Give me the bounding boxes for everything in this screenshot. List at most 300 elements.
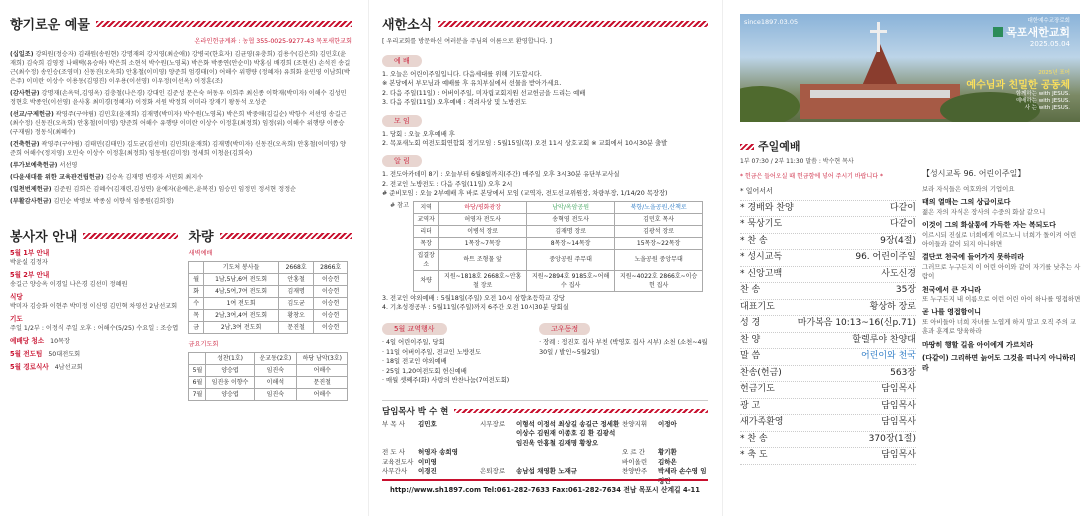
area-label: # 참고 [390,201,410,209]
event-line: · 4일 어린이주일, 당회 [382,339,445,347]
donor-entry [10,50,352,86]
notice-line: 2. 전교인 노방전도 : 다음 주일(11일) 오후 2시 [382,180,513,188]
donor-category: (십일조) [10,51,34,58]
worship-order-row [740,399,916,416]
donor-entry [10,89,352,107]
worship-order-row [740,432,916,449]
reading-entry [922,354,1082,373]
worship-item-value: 할렐루야 찬양대 [852,334,916,345]
table-cell: 지원~1818호 2668호~안홍철 장로 [439,270,527,291]
table-header-cell: 성찬(1호) [206,353,254,365]
table-cell: 1목장~7목장 [439,237,527,249]
footer-contact: http://www.sh1897.com Tel:061-282-7633 Fax:061-282-7634 전남 목포시 산계길 4-11 [382,479,708,494]
notice-line: 1. 당회 : 오늘 오후예배 후 [382,130,455,138]
staff-row [382,448,708,458]
donor-names: 서선영 [59,162,78,169]
table-cell: 양승엽 [206,365,254,377]
worship-order-row [740,316,916,333]
worship-item-value: 황상하 장로 [869,301,916,312]
table-row [414,213,703,225]
car-sub-dawn: 새벽예배 [188,250,213,257]
notice-line: # 준비모임 : 오늘 2부예배 후 바로 본당에서 모임 (교역자, 전도선교위원장, 차량부장, 1/14/20 목장장) [382,190,668,198]
table-cell: 문진철 [279,322,314,334]
vision-line: 예수님과 친밀한 공동체 [966,80,1070,91]
table-cell: 이승헌 [313,322,348,334]
table-header-cell: 기도처 봉사들 [203,262,279,274]
table-cell: 안홍철 [279,274,314,286]
title-stripe [740,144,754,150]
table-cell: 양승엽 [206,389,254,401]
volunteer-item [10,363,178,372]
volunteer-section [10,226,178,401]
notice-line: ※ 본당에서 부모님과 예배를 후 유치부실에서 선물을 받아가세요. [382,80,562,88]
donor-category: (선교/구제헌금) [10,111,54,118]
monthly-events [382,316,531,385]
staff-role: 바이올린 [622,457,648,466]
staff-role: 찬양지휘 [622,419,648,428]
staff-names: 이정아 [658,419,677,428]
table-cell: 6월 [189,377,206,389]
volunteer-head: 5월 전도팀 [10,350,43,358]
notice-line: 2. 목포새노회 여전도회연합회 정기모임 : 5월15일(목) 오전 11시 상호교회 ※ 교회에서 10시30분 출발 [382,140,668,148]
vision-small-line: 사 는 with JESUS. [1024,105,1070,111]
table-cell: 이승헌 [313,298,348,310]
worship-item-label: 성 경 [740,318,761,328]
table-cell: 8목장~14목장 [527,237,615,249]
column-news [374,0,716,516]
table-cell: 임진숙 [254,389,296,401]
staff-names: 이경진 [418,467,437,475]
table-header-row [414,201,703,213]
staff-role: 전 도 사 [382,448,405,456]
worship-order-row [740,234,916,251]
donor-entry [10,197,352,206]
staff-names: 송남섭 채영환 노재규 [516,467,578,475]
table-cell: 하트 조형물 앞 [439,249,527,270]
table-cell: 지원~2894호 9185호~어해수 집사 [527,270,615,291]
reading-lead: 이르시되 진실로 너희에게 이르노니 너희가 돌이켜 어린 아이들과 같이 되지 아니하면 [922,230,1077,249]
volunteer-body: 4남선교회 [54,364,83,371]
table-row [189,377,348,389]
staff-role: 부 목 사 [382,419,405,428]
table-row [189,322,348,334]
staff-role [480,448,514,458]
staff-title-text: 담임목사 박 수 현 [382,406,449,417]
table-header-cell [189,262,203,274]
worship-order-row [740,283,916,300]
table-cell: 15목장~22목장 [615,237,703,249]
pill-worship: 예 배 [382,55,422,67]
reading-response: 마땅히 행할 길을 아이에게 가르치라 [922,340,1034,349]
table-cell: 김광석 장로 [615,225,703,237]
worship-item-value: 다같이 [889,202,916,213]
table-row [414,237,703,249]
vision-small-line: 예배하는 with JESUS. [1015,98,1070,104]
staff-role: 교육전도사 [382,457,414,466]
table-header-cell: 하당 남악(3호) [297,353,348,365]
worship-item-value: 담임목사 [881,450,916,460]
pill-notice: 알 림 [382,155,422,167]
reading-entry [922,286,1082,305]
news-meeting [382,108,708,149]
worship-order-row [740,217,916,234]
table-cell: 허영자 전도사 [439,213,527,225]
staff-title [382,405,708,417]
staff-row [382,420,708,449]
notice-line: 4. 기초성경공부 : 5월11일(주일)까지 6주간 오전 10시30분 당회실 [382,304,569,312]
table-cell: 2남,3여 전도회 [203,322,279,334]
reading-lead: 또 누구든지 내 이름으로 이런 어린 아이 하나를 영접하면 [922,295,1081,304]
title-stripe [83,233,178,239]
title-stripe [438,21,708,27]
donor-entry [10,110,352,137]
volunteer-item [10,293,178,311]
reading-response: 결단코 천국에 들어가지 못하리라 [922,253,1024,262]
table-row [189,365,348,377]
donor-names: 김준원 김희은 김혜수(김재련,김성연) 윤예자(윤예은,윤복진) 임승민 임정민 정서현 정정순 [53,186,297,193]
worship-item-label: 찬송(헌금) [740,367,782,378]
table-cell: 송혁영 전도사 [527,213,615,225]
donor-entry [10,161,352,170]
reading-entry [922,341,1082,350]
volunteer-title [10,226,178,245]
worship-item-value: 마가복음 10:13~16(신p.71) [797,318,916,328]
table-cell: 이승헌 [313,310,348,322]
column-offerings [0,0,362,516]
worship-title: 주일예배 [758,140,801,153]
volunteer-body: 50대전도회 [48,351,81,358]
table-cell: 문진철 [297,377,348,389]
volunteer-item [10,337,178,346]
table-cell: 김재명 [279,286,314,298]
table-row [414,249,703,270]
reading-lead: 또 아비들아 너희 자녀를 노엽게 하지 말고 오직 주의 교훈과 훈계로 양육하라 [922,317,1077,336]
table-cell: 차량 [414,270,439,291]
reading-response: 태의 열매는 그의 상급이로다 [922,198,1011,207]
volunteer-head: 기도 [10,315,23,323]
car-table-friday [188,352,348,401]
bulletin-date: 2025.05.04 [1029,40,1070,48]
title-stripe [220,233,352,239]
worship-item-label: * 경배와 찬양 [740,202,794,213]
worship-item-value: 9장(4절) [880,235,916,246]
worship-item-label: 말 씀 [740,351,761,361]
donor-entry [10,173,352,182]
table-cell: 이승헌 [313,274,348,286]
worship-item-label: 새가족환영 [740,417,784,427]
volunteer-head: 5월 2부 안내 [10,271,50,279]
staff-role: 오 르 간 [622,448,645,456]
table-cell: 1남,5남,6여 전도회 [203,274,279,286]
staff-role: 은퇴장로 [480,467,506,475]
table-cell: 4남,5여,7여 전도회 [203,286,279,298]
worship-order-row [740,250,916,267]
news-worship [382,48,708,108]
volunteer-body: 박미자 김승화 이현주 박미정 이신영 김민혁 차영선 2남선교회 [10,303,178,310]
reading-response: 천국에서 큰 자니라 [922,285,981,294]
table-cell: 임진숙 [254,365,296,377]
event-line: · 11일 어버이주일, 전교인 노방전도 [382,348,482,356]
worship-item-label: 헌금기도 [740,384,775,394]
table-cell: 김재명 장로 [527,225,615,237]
offerings-title-text: 향기로운 예물 [10,18,90,33]
worship-item-label: 찬 양 [740,334,761,345]
donor-category: (루가보예축헌금) [10,162,58,169]
staff-names: 이형석 이정석 최상길 송길근 정세환 이상수 김원재 이종호 김 환 김광석 임진욱 안홍철 김재명 황창오 [516,419,620,447]
worship-item-label: * 찬 송 [740,235,768,246]
volunteer-body: 10목장 [50,338,70,345]
event-line: · 25일 1,20여전도회 헌신예배 [382,367,467,375]
worship-order-row [740,184,916,201]
staff-role: 사무간사 [382,467,408,475]
worship-order-row [740,349,916,366]
offerings-title [10,14,352,33]
donor-names: 김승옥 김재명 변경자 서민회 최지수 [105,174,204,181]
church-sub: 대한예수교장로회 [1027,18,1070,24]
worship-order-row [740,333,916,350]
table-cell: 1여 전도회 [203,298,279,310]
table-cell: 김도균 [279,298,314,310]
table-row [189,274,348,286]
worship-time: 1부 07:30 / 2부 11:30 말씀 : 박수현 목사 [740,158,854,165]
worship-item-value: 370장(1절) [868,433,916,444]
donor-category: (부활감사헌금) [10,198,52,205]
volunteer-item [10,249,178,267]
staff-names: 박세라 손수영 임정민 [658,467,707,485]
notice-line: 2. 다음 주일(11일) : 어버이주일, 미자립교회지원 선교헌금을 드리는 예배 [382,89,586,97]
worship-item-label: * 축 도 [740,450,768,460]
staff-names: 황기환 [658,448,677,456]
worship-item-value: 담임목사 [881,384,916,394]
table-header-cell: 2866호 [313,262,348,274]
table-cell: 이승헌 [313,286,348,298]
area-table [413,201,703,292]
reading-entry [922,253,1082,281]
table-cell: 교역자 [414,213,439,225]
table-cell: 지원~4022호 2866호~이승헌 집사 [615,270,703,291]
table-row [414,270,703,291]
worship-order-row [740,201,916,218]
reading-entry [922,308,1082,336]
table-cell: 김민호 목사 [615,213,703,225]
table-cell: 어해수 [297,365,348,377]
table-cell: 목 [189,310,203,322]
title-stripe [454,409,708,413]
member-news [539,316,708,385]
table-header-row [189,353,348,365]
table-header-cell: 북항/노을공원,산책로 [615,201,703,213]
volunteer-head: 5월 1부 안내 [10,249,50,257]
responsive-reading [922,138,1082,465]
table-cell: 금 [189,322,203,334]
table-row [414,225,703,237]
donor-entry [10,140,352,158]
table-cell: 어해수 [297,389,348,401]
worship-item-value: 어린이와 천국 [860,351,916,361]
news-intro: [ 우리교회를 방문하신 여러분을 주님의 이름으로 환영합니다. ] [382,38,552,45]
table-row [189,298,348,310]
table-cell: 임진웅 이향수 [206,377,254,389]
worship-item-label: * 찬 송 [740,433,768,444]
donor-names: 강의원(정승자) 김래원(송원현) 강명재의 강지영(최순애)) 강병국(한효자) 김균영(유충희) 김용수(김은희) 김민호(윤재희) 김숙희 김영정 나해택(유승하) 박은희 소현석 박수원(노영록) 박은화 박종연(안순미) 박홍심 배경희 (조현신) 손석진 송길근(최수정) 송인승(조영미) 신동진(오옥희) 안홍철(이미영) 양준희 엄경태(이) 어해수 위행량 (정혜자) 유희화 윤민영 이남희(박은주) 이미란 이상수 이용동(김영진) 이우용(이선영) 이우정(이선옥) 이정훈(조) [10,51,351,85]
column-cover [728,0,1091,516]
staff-names [516,448,620,458]
table-row [189,389,348,401]
volunteer-head: 식당 [10,293,23,301]
volunteer-head: 예배당 청소 [10,337,45,345]
table-header-cell: 운교동(2호) [254,353,296,365]
table-header-cell: 2668호 [279,262,314,274]
reading-lead: 젊은 자의 자식은 장사의 수중의 화살 같으니 [922,207,1046,216]
staff-names: 허영자 송희영 [418,448,458,456]
donor-category: (일천번제헌금) [10,186,52,193]
volunteer-title-text: 봉사자 안내 [10,230,78,245]
table-cell: 월 [189,274,203,286]
table-cell: 집결장소 [414,249,439,270]
table-header-cell: 하당/평화광장 [439,201,527,213]
donor-names: 강명재(손옥덕,김영옥) 김충철(나은경) 강대인 김준성 문은숙 허동우 이희주 최신종 이학재(박미자) 이해수 김성민 정현호 박종인(이선영) 윤사홍 최미경(정혜자) 이정화 서원 박정희 이미라 장재기 왕동석 오성준 [10,90,347,106]
table-cell: 이해석 [254,377,296,389]
volunteer-body: 주일 1/2부 : 이정식 주일 오후 : 어해수(5/25) 수요일 : 조승엽 [10,325,179,332]
news-title [382,14,708,33]
worship-order [740,138,916,465]
news-title-text: 새한소식 [382,18,433,33]
reading-lead: 그러므로 누구든지 이 어린 아이와 같이 자기를 낮추는 사람이 [922,262,1081,281]
worship-item-label: 대표기도 [740,301,775,312]
table-row [189,310,348,322]
table-cell: 화 [189,286,203,298]
reading-response: 이것이 그의 화살통에 가득한 자는 복되도다 [922,221,1056,230]
car-title-text: 차량 [188,230,214,245]
table-header-cell: 지역 [414,201,439,213]
pill-meeting: 모 임 [382,115,422,127]
table-cell: 수 [189,298,203,310]
worship-item-value: 다같이 [889,219,916,229]
worship-item-label: 찬 송 [740,285,761,295]
offering-note: * 헌금은 들어오실 때 헌금함에 넣어 주시기 바랍니다 * [740,173,883,180]
donor-entry [10,185,352,194]
notice-line: 3. 전교인 야외예배 : 5월18일(주일) 오전 10시 삼향초등학교 강당 [382,294,565,302]
worship-item-value: 96. 어린이주일 [855,252,916,262]
worship-order-row [740,382,916,399]
worship-item-value: 담임목사 [881,400,916,411]
worship-header [740,138,916,154]
car-section [188,226,352,401]
fold-line [368,0,369,516]
pill-member-news: 고우동정 [539,323,590,335]
staff-role: 찬양반주 [622,467,648,475]
donor-category: (감사헌금) [10,90,40,97]
fold-line [722,0,723,516]
table-cell: 이병석 장로 [439,225,527,237]
cover-banner [740,14,1080,122]
table-cell: 노을공원 중앙무대 [615,249,703,270]
reading-response: (다같이) 그리하면 늙어도 그것을 떠나지 아니하리라 [922,354,1076,372]
donor-names: 곽영주(구야림) 김태민(김태민) 김도균(김선미) 김민희(윤재희) 김재명(박미자) 신동진(오옥희) 안홍철(이미영) 양준희 어해수(정지영) 오민숙 이상수 이정훈(최정희) 임동원(김미정) 정세희 이청윤(김희숙) [10,141,347,157]
worship-order-row [740,448,916,465]
table-cell: 황창오 [279,310,314,322]
table-cell: 7월 [189,389,206,401]
reading-entry [922,185,1082,194]
volunteer-body: 박윤실 김정자 [10,259,48,266]
car-title [188,226,352,245]
worship-item-label: * 신앙고백 [740,268,783,279]
since-text: since1897.03.05 [744,18,799,26]
car-table-dawn [188,261,348,334]
reading-entry [922,198,1082,217]
table-cell: 중앙공원 주무대 [527,249,615,270]
reading-response: 곧 나를 영접함이니 [922,308,981,317]
worship-order-row [740,300,916,317]
donor-category: (다윤새대를 위한 교육관건립헌금) [10,174,104,181]
donor-names: 김민순 박명보 박종심 이향석 임종원(김희정) [53,198,174,205]
volunteer-item [10,271,178,289]
event-line: · 매월 셋째주(화) 사랑의 반찬나눔(7여전도회) [382,377,510,385]
staff-role [480,458,514,468]
volunteer-list [10,249,178,372]
table-header-row [189,262,348,274]
donor-category: (건축헌금) [10,141,40,148]
volunteer-item [10,350,178,359]
worship-item-label: * 묵상기도 [740,219,783,229]
table-cell: 목장 [414,237,439,249]
worship-order-row [740,366,916,383]
donor-list [10,50,352,206]
worship-item-value: 563장 [890,367,916,378]
staff-names: 이미영 [418,457,437,466]
staff-names: 김민호 [418,419,437,428]
vision-block [966,68,1070,112]
staff-row [382,458,708,468]
worship-item-value: 담임목사 [881,417,916,427]
staff-role: 시무장로 [480,419,506,428]
cross-logo-icon [993,27,1003,37]
worship-item-label: * 성시교독 [740,252,783,262]
vision-year: 2025년 표어 [1038,70,1070,76]
table-cell: 5월 [189,365,206,377]
reading-entry [922,221,1082,249]
table-cell: 리더 [414,225,439,237]
volunteer-body: 송길근 양승옥 이경일 나은경 김선미 정혜원 [10,281,128,288]
notice-line: 3. 다음 주일(11일) 오후예배 : 격려사상 및 노방전도 [382,99,527,107]
event-line: · 18일 전교인 야외예배 [382,358,447,366]
worship-order-row [740,415,916,432]
car-sub-friday: 금요기도회 [188,341,219,348]
staff-names [516,458,620,468]
reading-lead: 보라 자식들은 여호와의 기업이요 [922,185,1015,193]
church-logo [993,16,1070,48]
table-header-cell: 남악/옥암공원 [527,201,615,213]
worship-order-row [740,267,916,284]
volunteer-head: 5월 경로식사 [10,363,49,371]
worship-item-label: * 일어서서 [740,187,773,195]
volunteer-item [10,315,178,333]
church-name: 목포새한교회 [1006,26,1070,39]
table-row [189,286,348,298]
worship-item-value: 사도신경 [881,268,916,279]
offering-account: 온라인헌금계좌 : 농협 355-0025-9277-43 목포새한교회 [194,38,352,45]
worship-item-label: 광 고 [740,400,761,411]
notice-line: 1. 전도아카데미 8기 : 오늘부터 6월8일까지(주간) 매주일 오후 3시30분 유단부교사실 [382,171,620,179]
pill-monthly: 5월 교역행사 [382,323,447,335]
reading-title: 【성시교독 96. 어린이주일】 [922,169,1026,178]
worship-item-value: 35장 [895,285,916,295]
news-notice [382,148,708,312]
notice-line: 1. 오늘은 어린이주일입니다. 다음세대를 위해 기도합시다. [382,71,542,78]
vision-small-line: 함께하는 with JESUS. [1015,91,1070,97]
donor-names: 곽영주(구야림) 김민호(윤재희) 김재명(박미자) 박수원(노영록) 박은희 박중애(김길순) 박항수 서선영 송길근(최수정) 신동진(오옥희) 안홍철(이미영) 양준희 어해수 유행량 이미란 이상수 이정훈(최정희) 임정(위) 이해수 위행량 이종승(구재림) 정동식(최혜수) [10,111,347,136]
table-header-cell [189,353,206,365]
